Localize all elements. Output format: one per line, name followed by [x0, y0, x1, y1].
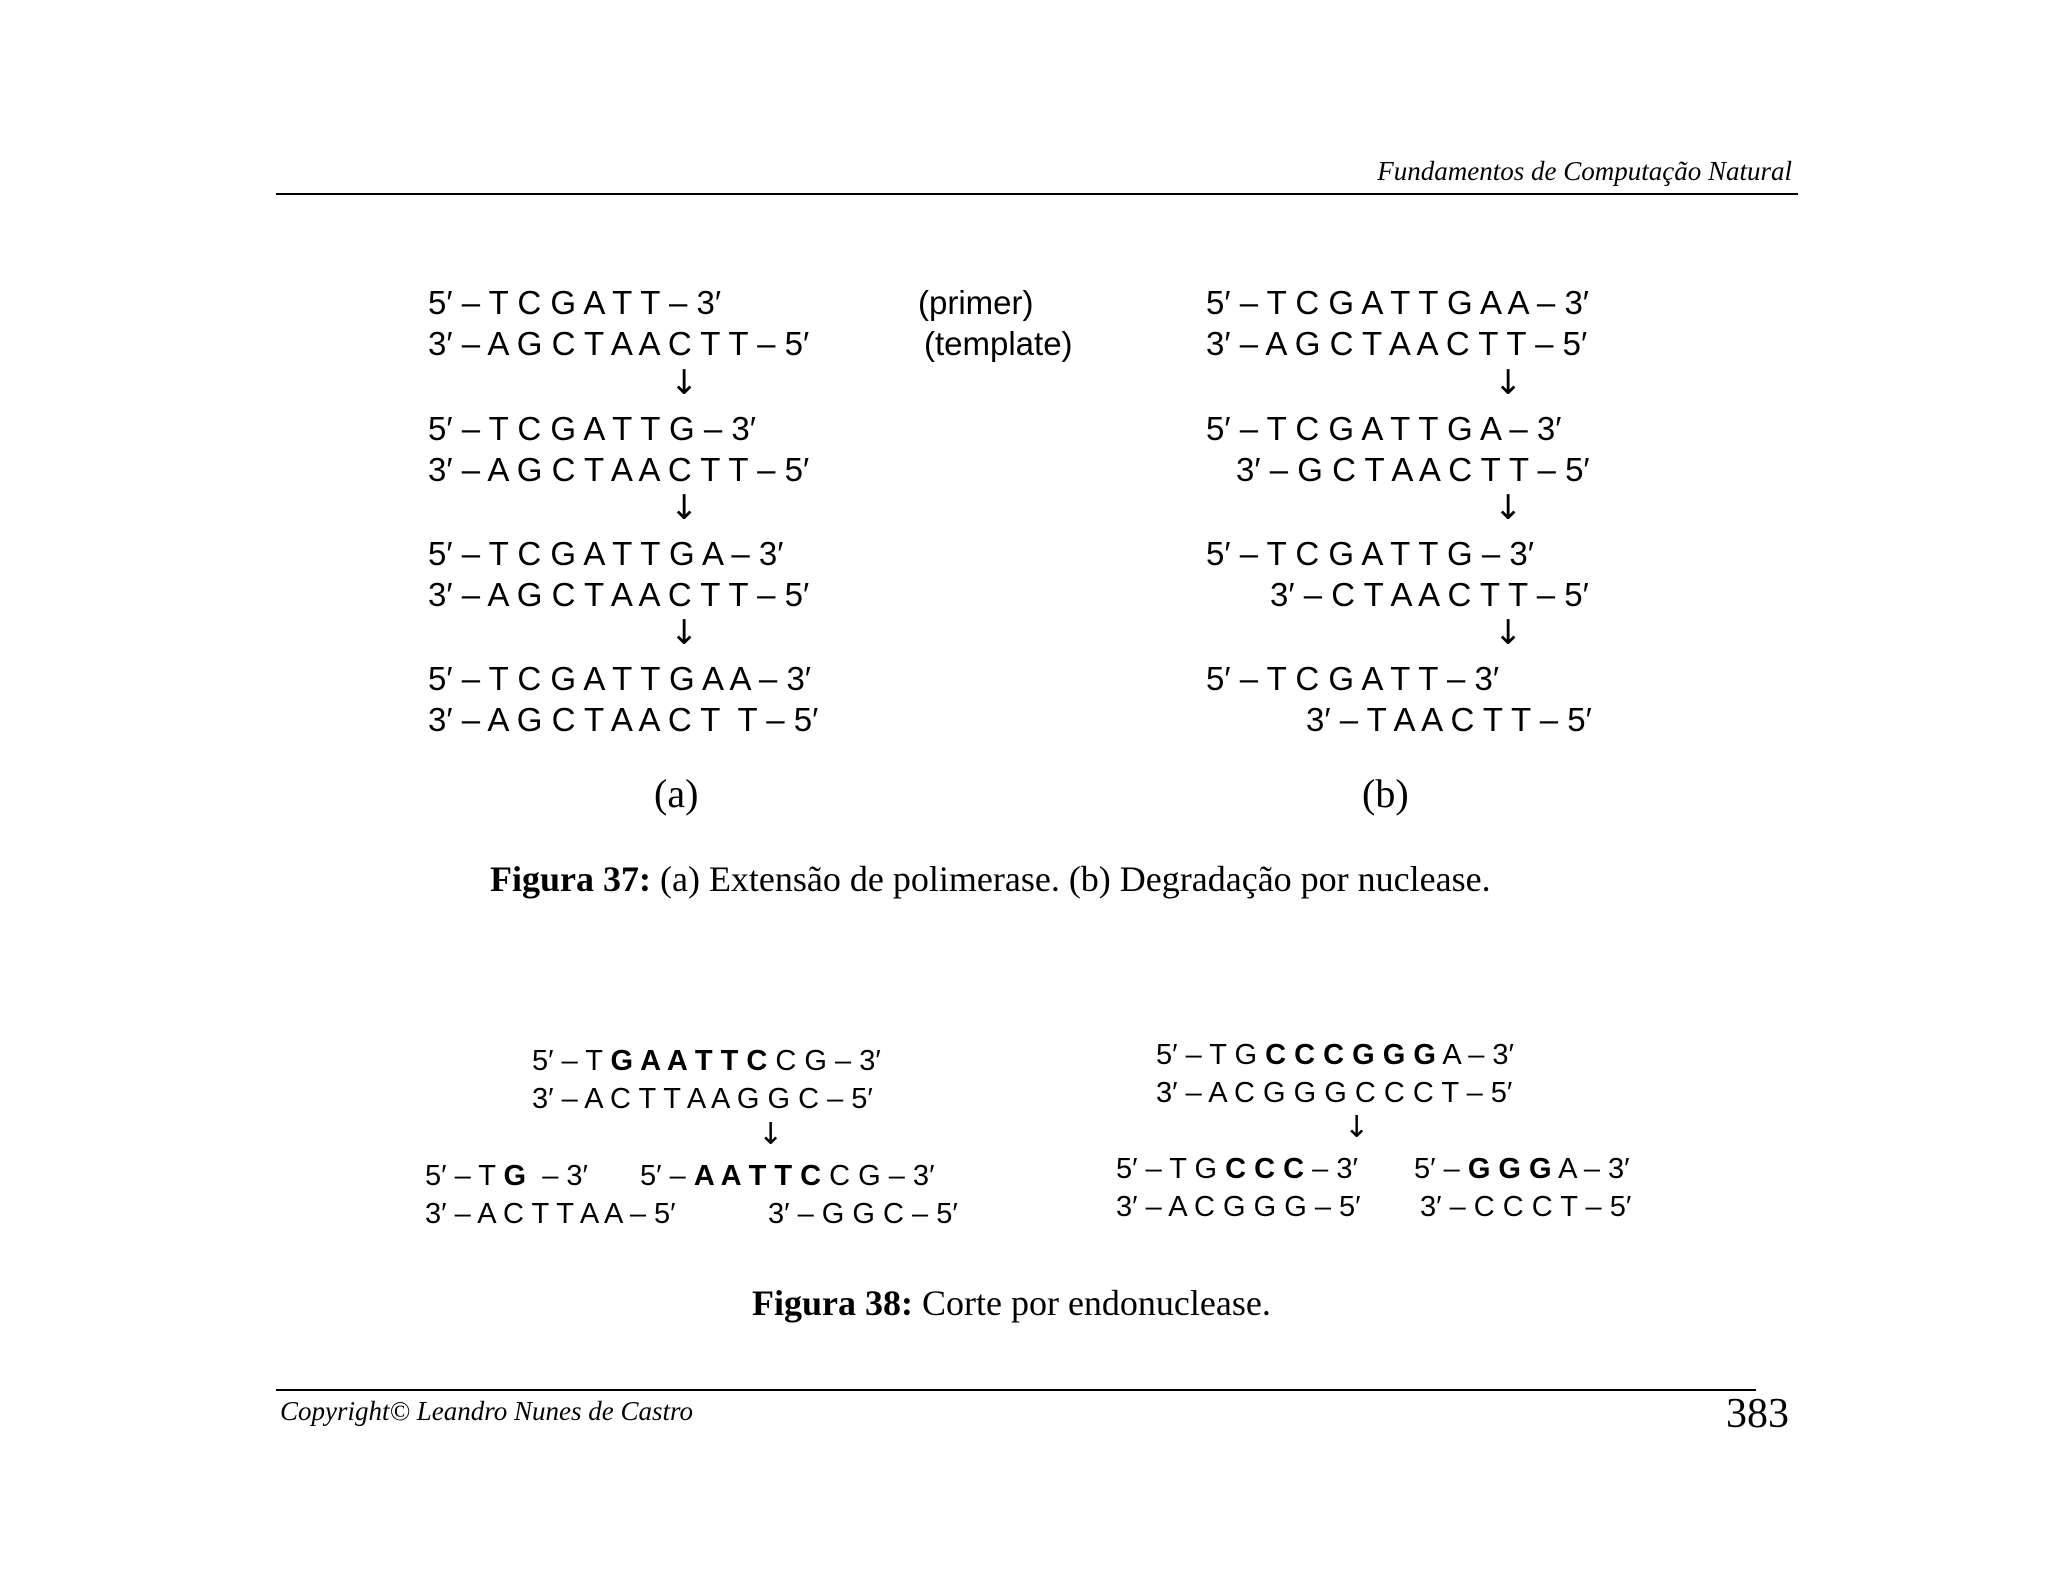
arrow-down-icon: ↓ [758, 1117, 784, 1152]
caption-label: Figura 37: [490, 859, 651, 899]
footer-rule [276, 1389, 1756, 1391]
smai-bottom: 3′ – A C G G G C C C T – 5′ [1156, 1077, 1513, 1109]
seq-b-4-bottom: 3′ – T A A C T T – 5′ [1306, 701, 1592, 738]
caption-label: Figura 38: [752, 1283, 913, 1323]
smai-frag1-bottom: 3′ – A C G G G – 5′ [1116, 1191, 1361, 1223]
smai-top: 5′ – T G C C C G G G A – 3′ [1156, 1039, 1514, 1071]
seq-b-3-top: 5′ – T C G A T T G – 3′ [1206, 535, 1534, 572]
seq-a-2-bottom: 3′ – A G C T A A C T T – 5′ [428, 451, 810, 488]
ecori-frag1-top: 5′ – T G – 3′ [425, 1160, 588, 1192]
arrow-down-icon: ↓ [670, 363, 699, 403]
caption-text: (a) Extensão de polimerase. (b) Degradação por nuclease. [650, 859, 1491, 899]
seq-a-1-bottom: 3′ – A G C T A A C T T – 5′ [428, 325, 810, 362]
seq-b-1-bottom: 3′ – A G C T A A C T T – 5′ [1206, 325, 1588, 362]
seq-b-4-top: 5′ – T C G A T T – 3′ [1206, 660, 1500, 697]
smai-frag2-bottom: 3′ – C C C T – 5′ [1420, 1191, 1632, 1223]
running-header: Fundamentos de Computação Natural [1377, 156, 1792, 186]
smai-frag1-top: 5′ – T G C C C – 3′ [1116, 1153, 1358, 1185]
header-rule [276, 193, 1798, 195]
seq-a-1-top: 5′ – T C G A T T – 3′ [428, 284, 722, 321]
template-tag: (template) [924, 325, 1073, 362]
seq-b-3-bottom: 3′ – C T A A C T T – 5′ [1270, 576, 1589, 613]
seq-a-3-top: 5′ – T C G A T T G A – 3′ [428, 535, 784, 572]
figure-38-caption [752, 1282, 1271, 1324]
figure-37-caption [490, 858, 1491, 900]
arrow-down-icon: ↓ [1344, 1110, 1370, 1145]
seq-a-3-bottom: 3′ – A G C T A A C T T – 5′ [428, 576, 810, 613]
ecori-frag2-top: 5′ – A A T T C C G – 3′ [640, 1160, 935, 1192]
seq-a-4-bottom: 3′ – A G C T A A C T T – 5′ [428, 701, 819, 738]
ecori-frag1-bottom: 3′ – A C T T A A – 5′ [425, 1198, 676, 1230]
smai-frag2-top: 5′ – G G G A – 3′ [1414, 1153, 1630, 1185]
seq-a-2-top: 5′ – T C G A T T G – 3′ [428, 410, 756, 447]
seq-b-1-top: 5′ – T C G A T T G A A – 3′ [1206, 284, 1589, 321]
ecori-frag2-bottom: 3′ – G G C – 5′ [768, 1198, 958, 1230]
primer-tag: (primer) [918, 284, 1034, 321]
caption-text: Corte por endonuclease. [912, 1283, 1271, 1323]
arrow-down-icon: ↓ [670, 613, 699, 653]
seq-a-4-top: 5′ – T C G A T T G A A – 3′ [428, 660, 811, 697]
seq-b-2-bottom: 3′ – G C T A A C T T – 5′ [1236, 451, 1590, 488]
ecori-top: 5′ – T G A A T T C C G – 3′ [532, 1045, 881, 1077]
arrow-down-icon: ↓ [1494, 363, 1523, 403]
seq-b-2-top: 5′ – T C G A T T G A – 3′ [1206, 410, 1562, 447]
ecori-bottom: 3′ – A C T T A A G G C – 5′ [532, 1083, 873, 1115]
arrow-down-icon: ↓ [670, 488, 699, 528]
arrow-down-icon: ↓ [1494, 613, 1523, 653]
arrow-down-icon: ↓ [1494, 488, 1523, 528]
panel-label-b: (b) [1362, 771, 1409, 816]
page-number: 383 [1726, 1391, 1789, 1437]
copyright-notice: Copyright© Leandro Nunes de Castro [280, 1396, 694, 1426]
panel-label-a: (a) [654, 771, 699, 816]
